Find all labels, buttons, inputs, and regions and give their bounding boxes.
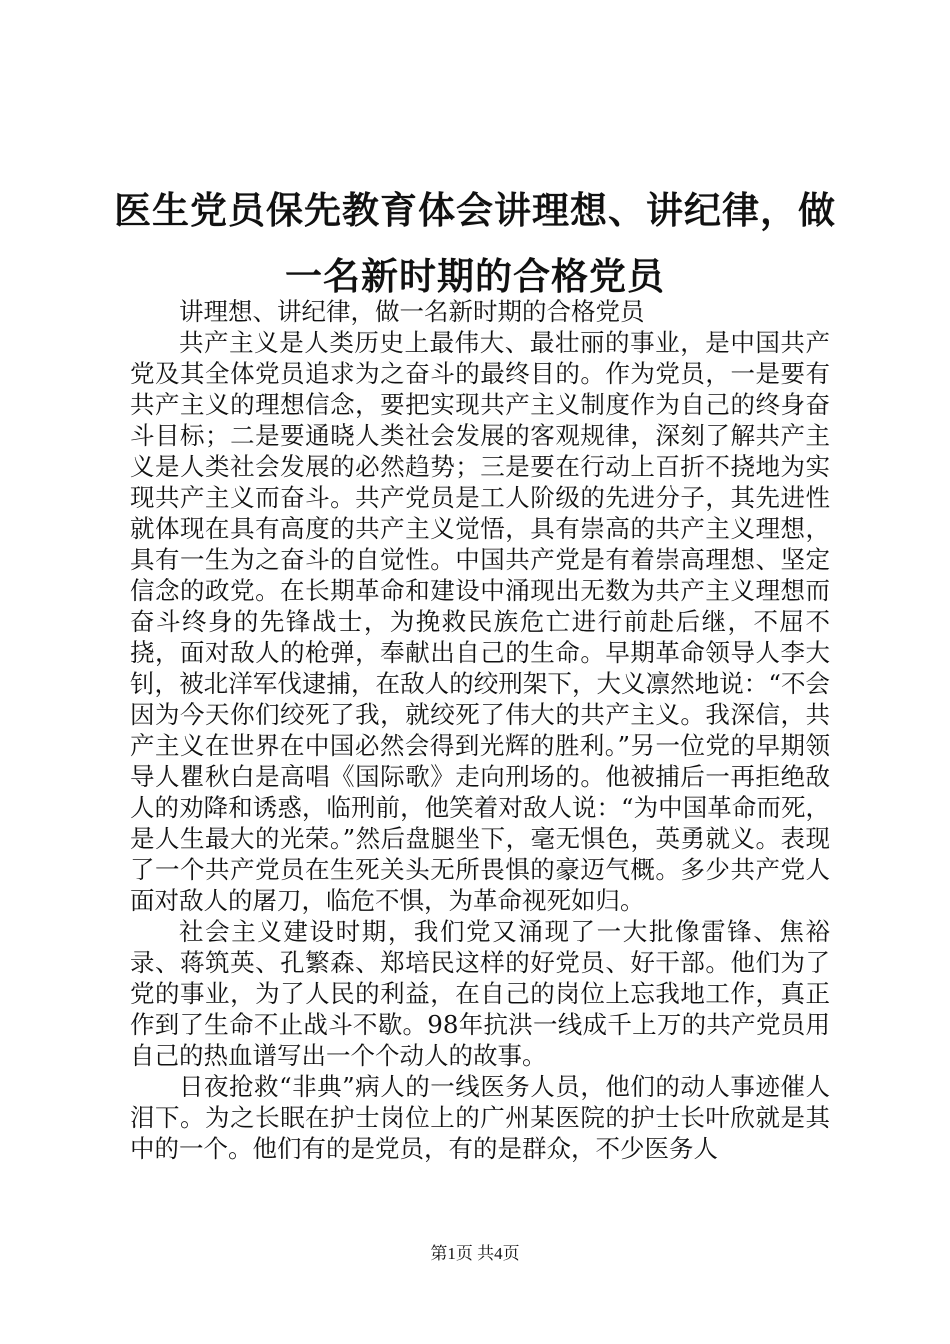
page-number-footer: 第1页 共4页 (430, 1244, 520, 1263)
paragraph-communism-ideals: 共产主义是人类历史上最伟大、最壮丽的事业，是中国共产党及其全体党员追求为之奋斗的最终目的。作为党员，一是要有共产主义的理想信念，要把实现共产主义制度作为自己的终身奋斗目标；二是要通晓人类社会发展的客观规律，深刻了解共产主义是人类社会发展的必然趋势；三是要在行动上百折不挠地为实现共产主义而奋斗。共产党员是工人阶级的先进分子，其先进性就体现在具有高度的共产主义觉悟，具有崇高的共产主义理想，具有一生为之奋斗的自觉性。中国共产党是有着崇高理想、坚定信念的政党。在长期革命和建设中涌现出无数为共产主义理想而奋斗终身的先锋战士，为挽救民族危亡进行前赴后继，不屈不挠，面对敌人的枪弹，奉献出自己的生命。早期革命领导人李大钊，被北洋军伐逮捕，在敌人的绞刑架下，大义凛然地说：“不会因为今天你们绞死了我，就绞死了伟大的共产主义。我深信，共产主义在世界在中国必然会得到光辉的胜利。”另一位党的早期领导人瞿秋白是高唱《国际歌》走向刑场的。他被捕后一再拒绝敌人的劝降和诱惑，临刑前，他笑着对敌人说：“为中国革命而死，是人生最大的光荣。”然后盘腿坐下，毫无惧色，英勇就义。表现了一个共产党员在生死关头无所畏惧的豪迈气概。多少共产党人面对敌人的屠刀，临危不惧，为革命视死如归。 (130, 328, 830, 915)
document-title: 医生党员保先教育体会讲理想、讲纪律，做一名新时期的合格党员 (114, 189, 836, 298)
paragraph-socialist-construction: 社会主义建设时期，我们党又涌现了一大批像雷锋、焦裕录、蒋筑英、孔繁森、郑培民这样的好党员、好干部。他们为了党的事业，为了人民的利益，在自己的岗位上忘我地工作，真正作到了生命不止战斗不歇。98年抗洪一线成千上万的共产党员用自己的热血谱写出一个个动人的故事。 (130, 917, 830, 1070)
paragraph-subtitle: 讲理想、讲纪律，做一名新时期的合格党员 (179, 297, 645, 326)
document-body (130, 296, 830, 1164)
paragraph-sars-medical-staff: 日夜抢救“非典”病人的一线医务人员，他们的动人事迹催人泪下。为之长眠在护士岗位上的广州某医院的护士长叶欣就是其中的一个。他们有的是党员，有的是群众，不少医务人 (130, 1072, 830, 1163)
